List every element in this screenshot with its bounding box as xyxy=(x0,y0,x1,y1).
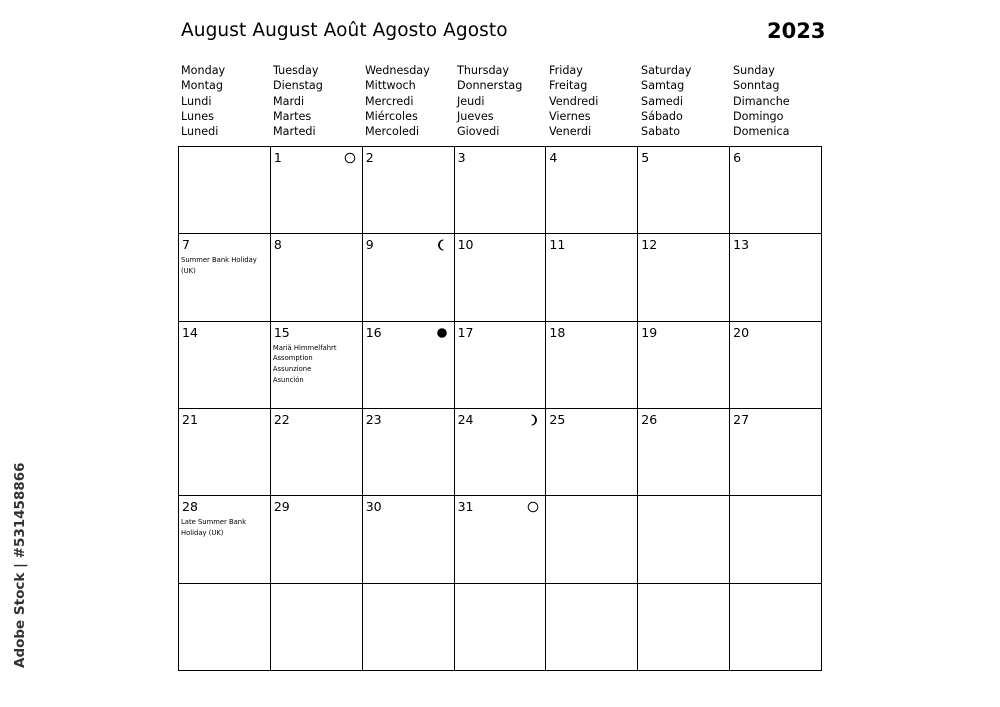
day-number: 15 xyxy=(273,324,290,340)
day-cell xyxy=(730,496,822,583)
day-cell xyxy=(363,496,455,583)
weekday-label: Samedi xyxy=(641,94,683,108)
weekday-label: Viernes xyxy=(549,109,591,123)
day-number: 22 xyxy=(273,412,290,427)
weekday-label: Friday xyxy=(549,64,583,77)
weekday-label: Giovedi xyxy=(457,125,500,139)
weekday-label: Sábado xyxy=(641,109,683,123)
calendar-title: August August Août Agosto Agosto xyxy=(181,20,508,41)
day-cell xyxy=(455,147,547,234)
day-number: 30 xyxy=(365,499,382,515)
full-moon-icon xyxy=(527,501,539,513)
day-number: 12 xyxy=(641,237,658,253)
weekday-column xyxy=(549,63,598,139)
new-moon-icon xyxy=(436,327,448,339)
day-cell xyxy=(638,409,730,496)
last-quarter-icon xyxy=(436,239,448,251)
holiday-note xyxy=(273,343,359,386)
weekday-label: Sunday xyxy=(733,64,775,77)
weekday-column xyxy=(273,63,323,139)
day-number: 11 xyxy=(549,237,566,253)
holiday-note-line: Holiday (UK) xyxy=(181,529,224,538)
weekday-label: Mardi xyxy=(273,94,305,108)
weekday-column xyxy=(457,63,522,139)
weekday-label: Sonntag xyxy=(733,79,780,93)
weekday-column xyxy=(365,63,430,139)
day-number: 18 xyxy=(549,324,566,340)
weekday-label: Sabato xyxy=(641,125,681,139)
day-cell xyxy=(271,496,363,583)
day-cell xyxy=(271,322,363,409)
weekday-label: Jeudi xyxy=(457,94,485,108)
day-cell xyxy=(730,409,822,496)
holiday-note-line: Late Summer Bank xyxy=(181,518,247,527)
weekday-label: Thursday xyxy=(457,64,510,77)
weekday-column xyxy=(641,63,691,139)
weekday-label: Freitag xyxy=(549,79,588,93)
day-cell xyxy=(271,584,363,671)
weekday-header xyxy=(178,63,822,143)
weekday-label: Saturday xyxy=(641,64,692,77)
day-cell xyxy=(455,234,547,321)
day-number: 26 xyxy=(641,412,658,427)
day-cell xyxy=(730,322,822,409)
weekday-label: Miércoles xyxy=(365,109,418,123)
day-cell xyxy=(638,234,730,321)
weekday-label: Lunedi xyxy=(181,125,219,139)
day-number: 13 xyxy=(733,237,750,253)
day-number: 27 xyxy=(733,412,750,427)
weekday-column xyxy=(181,63,225,139)
day-cell xyxy=(455,584,547,671)
weekday-label: Mercoledi xyxy=(365,125,420,139)
day-cell xyxy=(271,147,363,234)
weekday-label: Lunes xyxy=(181,109,214,123)
day-cell xyxy=(363,322,455,409)
day-number: 24 xyxy=(457,412,474,427)
day-number: 1 xyxy=(273,150,282,165)
day-number: 8 xyxy=(273,237,282,253)
day-cell xyxy=(455,496,547,583)
weekday-label: Vendredi xyxy=(549,94,599,108)
day-number: 6 xyxy=(733,150,742,165)
calendar-grid xyxy=(178,146,822,671)
day-number: 9 xyxy=(365,237,374,253)
holiday-note-line: Assunzione xyxy=(272,365,312,374)
day-cell xyxy=(730,147,822,234)
weekday-label: Dienstag xyxy=(273,79,323,93)
day-number: 17 xyxy=(457,324,474,340)
holiday-note-line: Mariä Himmelfahrt xyxy=(272,343,337,352)
stock-watermark xyxy=(10,462,30,670)
holiday-note xyxy=(181,517,267,539)
day-cell xyxy=(638,322,730,409)
weekday-label: Martes xyxy=(273,109,312,123)
day-cell xyxy=(638,147,730,234)
day-cell xyxy=(271,234,363,321)
weekday-label: Mittwoch xyxy=(365,79,416,93)
day-cell xyxy=(363,147,455,234)
weekday-label: Mercredi xyxy=(365,94,414,108)
day-cell xyxy=(546,496,638,583)
day-number: 29 xyxy=(273,499,290,515)
day-cell xyxy=(179,322,271,409)
day-number: 3 xyxy=(457,150,466,165)
weekday-column xyxy=(733,63,790,139)
day-cell xyxy=(363,409,455,496)
weekday-label: Wednesday xyxy=(365,64,430,77)
day-cell xyxy=(179,147,271,234)
weekday-label: Domenica xyxy=(733,125,790,139)
day-cell xyxy=(638,496,730,583)
day-cell xyxy=(363,234,455,321)
day-number: 7 xyxy=(182,237,190,253)
day-number: 21 xyxy=(182,412,198,427)
day-number: 20 xyxy=(733,324,750,340)
full-moon-icon xyxy=(344,152,356,164)
holiday-note xyxy=(181,255,267,277)
weekday-label: Dimanche xyxy=(733,94,790,108)
holiday-note-line: Asunción xyxy=(272,376,304,385)
weekday-label: Montag xyxy=(181,79,223,93)
weekday-label: Lundi xyxy=(181,94,212,108)
day-cell xyxy=(546,147,638,234)
day-cell xyxy=(271,409,363,496)
weekday-label: Monday xyxy=(181,64,226,77)
weekday-label: Donnerstag xyxy=(457,79,523,93)
day-number: 14 xyxy=(182,324,198,340)
calendar-year: 2023 xyxy=(767,19,826,43)
weekday-label: Samtag xyxy=(641,79,685,93)
day-cell xyxy=(730,234,822,321)
day-number: 4 xyxy=(549,150,558,165)
day-number: 23 xyxy=(365,412,382,427)
day-number: 19 xyxy=(641,324,658,340)
weekday-label: Jueves xyxy=(457,109,494,123)
day-number: 25 xyxy=(549,412,566,427)
weekday-label: Martedi xyxy=(273,125,316,139)
day-cell xyxy=(730,584,822,671)
day-number: 31 xyxy=(457,499,474,515)
day-cell xyxy=(546,322,638,409)
weekday-label: Venerdi xyxy=(549,125,592,139)
holiday-note-line: Summer Bank Holiday xyxy=(181,256,257,265)
day-cell xyxy=(179,409,271,496)
holiday-note-line: (UK) xyxy=(181,267,196,276)
holiday-note-line: Assomption xyxy=(272,354,313,363)
day-cell xyxy=(179,584,271,671)
day-cell xyxy=(179,496,271,583)
day-number: 10 xyxy=(457,237,474,253)
day-number: 16 xyxy=(365,324,382,340)
weekday-label: Tuesday xyxy=(273,64,319,77)
weekday-label: Domingo xyxy=(733,109,784,123)
day-cell xyxy=(638,584,730,671)
day-cell xyxy=(546,584,638,671)
day-cell xyxy=(363,584,455,671)
day-cell xyxy=(546,234,638,321)
day-cell xyxy=(455,409,547,496)
day-number: 5 xyxy=(641,150,650,165)
day-number: 2 xyxy=(365,150,374,165)
day-cell xyxy=(179,234,271,321)
day-cell xyxy=(546,409,638,496)
watermark-text: Adobe Stock | #531458866 xyxy=(12,462,28,668)
day-cell xyxy=(455,322,547,409)
first-quarter-icon xyxy=(527,414,539,426)
day-number: 28 xyxy=(182,499,198,515)
